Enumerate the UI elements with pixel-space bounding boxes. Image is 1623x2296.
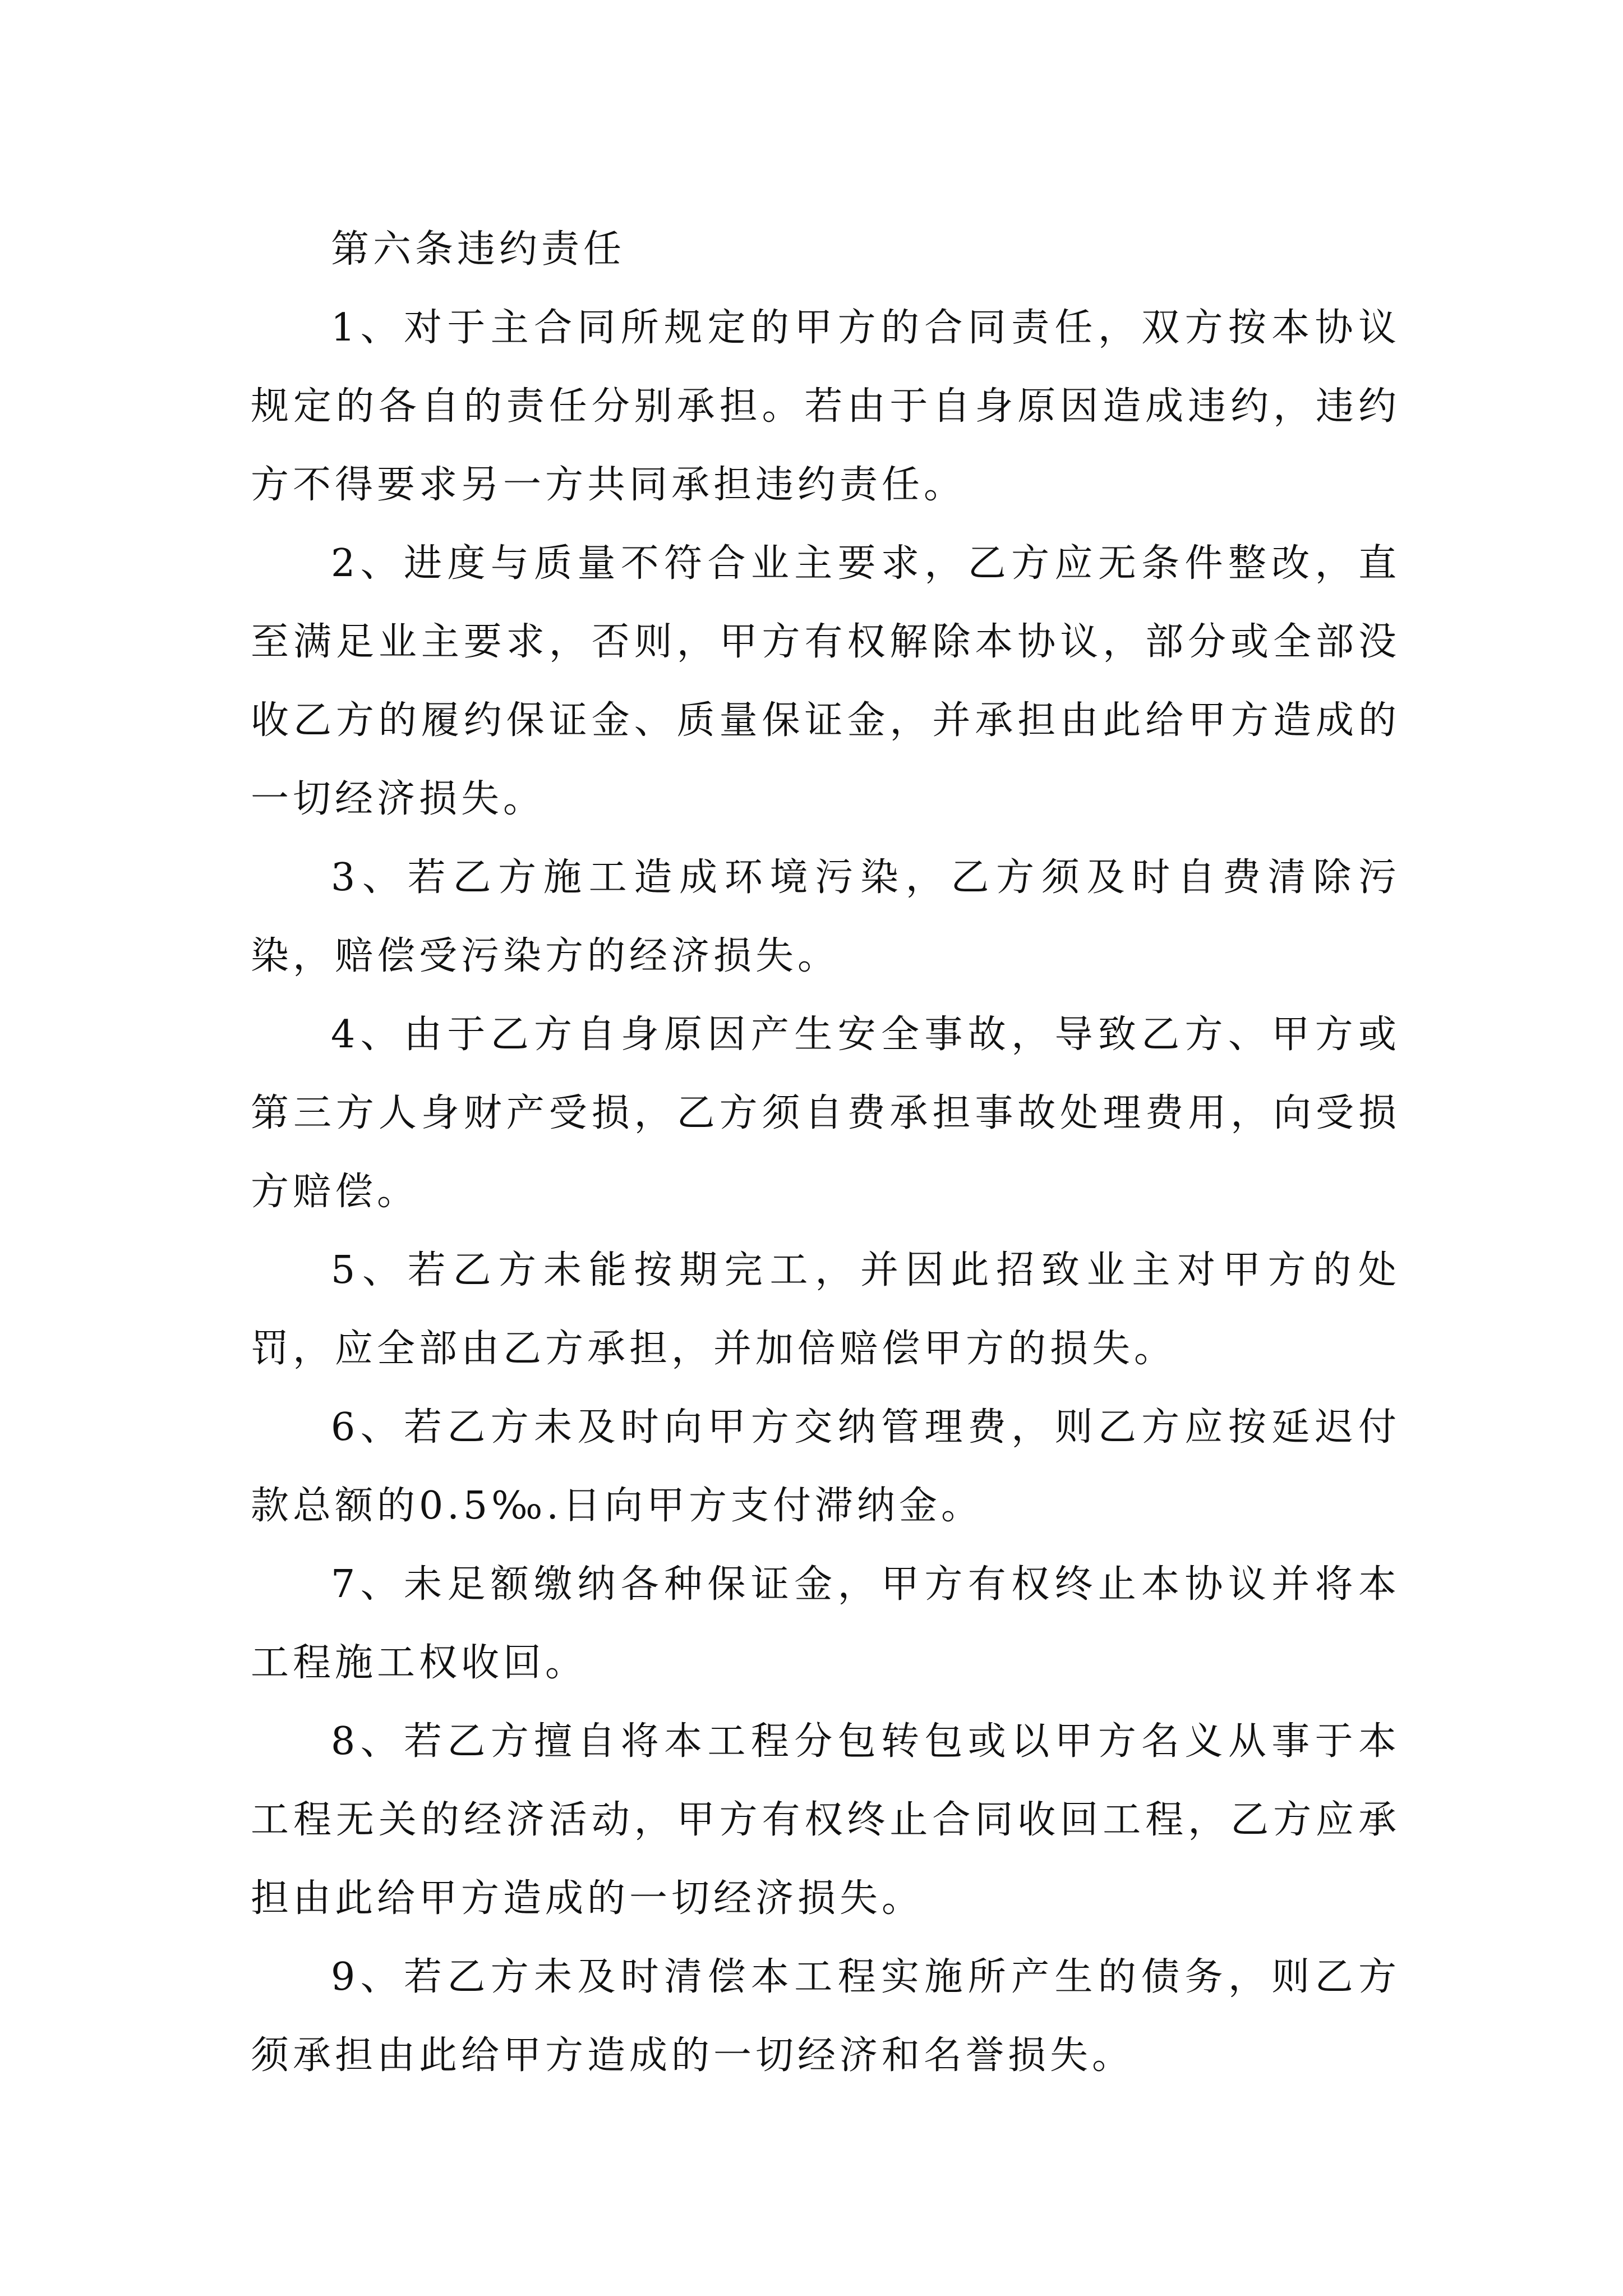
document-body xyxy=(251,210,1400,2095)
clause-6: 6、若乙方未及时向甲方交纳管理费，则乙方应按延迟付款总额的0.5‰.日向甲方支付滞纳金。 xyxy=(251,1405,1400,1528)
clause-8: 8、若乙方擅自将本工程分包转包或以甲方名义从事于本工程无关的经济活动，甲方有权终止合同收回工程，乙方应承担由此给甲方造成的一切经济损失。 xyxy=(251,1719,1400,1921)
clause-5: 5、若乙方未能按期完工，并因此招致业主对甲方的处罚，应全部由乙方承担，并加倍赔偿甲方的损失。 xyxy=(251,1248,1400,1371)
section-heading: 第六条违约责任 xyxy=(331,227,626,272)
clause-7: 7、未足额缴纳各种保证金，甲方有权终止本协议并将本工程施工权收回。 xyxy=(251,1562,1400,1685)
clause-3: 3、若乙方施工造成环境污染，乙方须及时自费清除污染，赔偿受污染方的经济损失。 xyxy=(251,855,1400,978)
clause-9: 9、若乙方未及时清偿本工程实施所产生的债务，则乙方须承担由此给甲方造成的一切经济和名誉损失。 xyxy=(251,1955,1400,2078)
clause-1: 1、对于主合同所规定的甲方的合同责任，双方按本协议规定的各自的责任分别承担。若由于自身原因造成违约，违约方不得要求另一方共同承担违约责任。 xyxy=(251,306,1400,507)
clause-4: 4、由于乙方自身原因产生安全事故，导致乙方、甲方或第三方人身财产受损，乙方须自费承担事故处理费用，向受损方赔偿。 xyxy=(251,1013,1400,1214)
clause-2: 2、进度与质量不符合业主要求，乙方应无条件整改，直至满足业主要求，否则，甲方有权解除本协议，部分或全部没收乙方的履约保证金、质量保证金，并承担由此给甲方造成的一切经济损失。 xyxy=(251,541,1400,821)
